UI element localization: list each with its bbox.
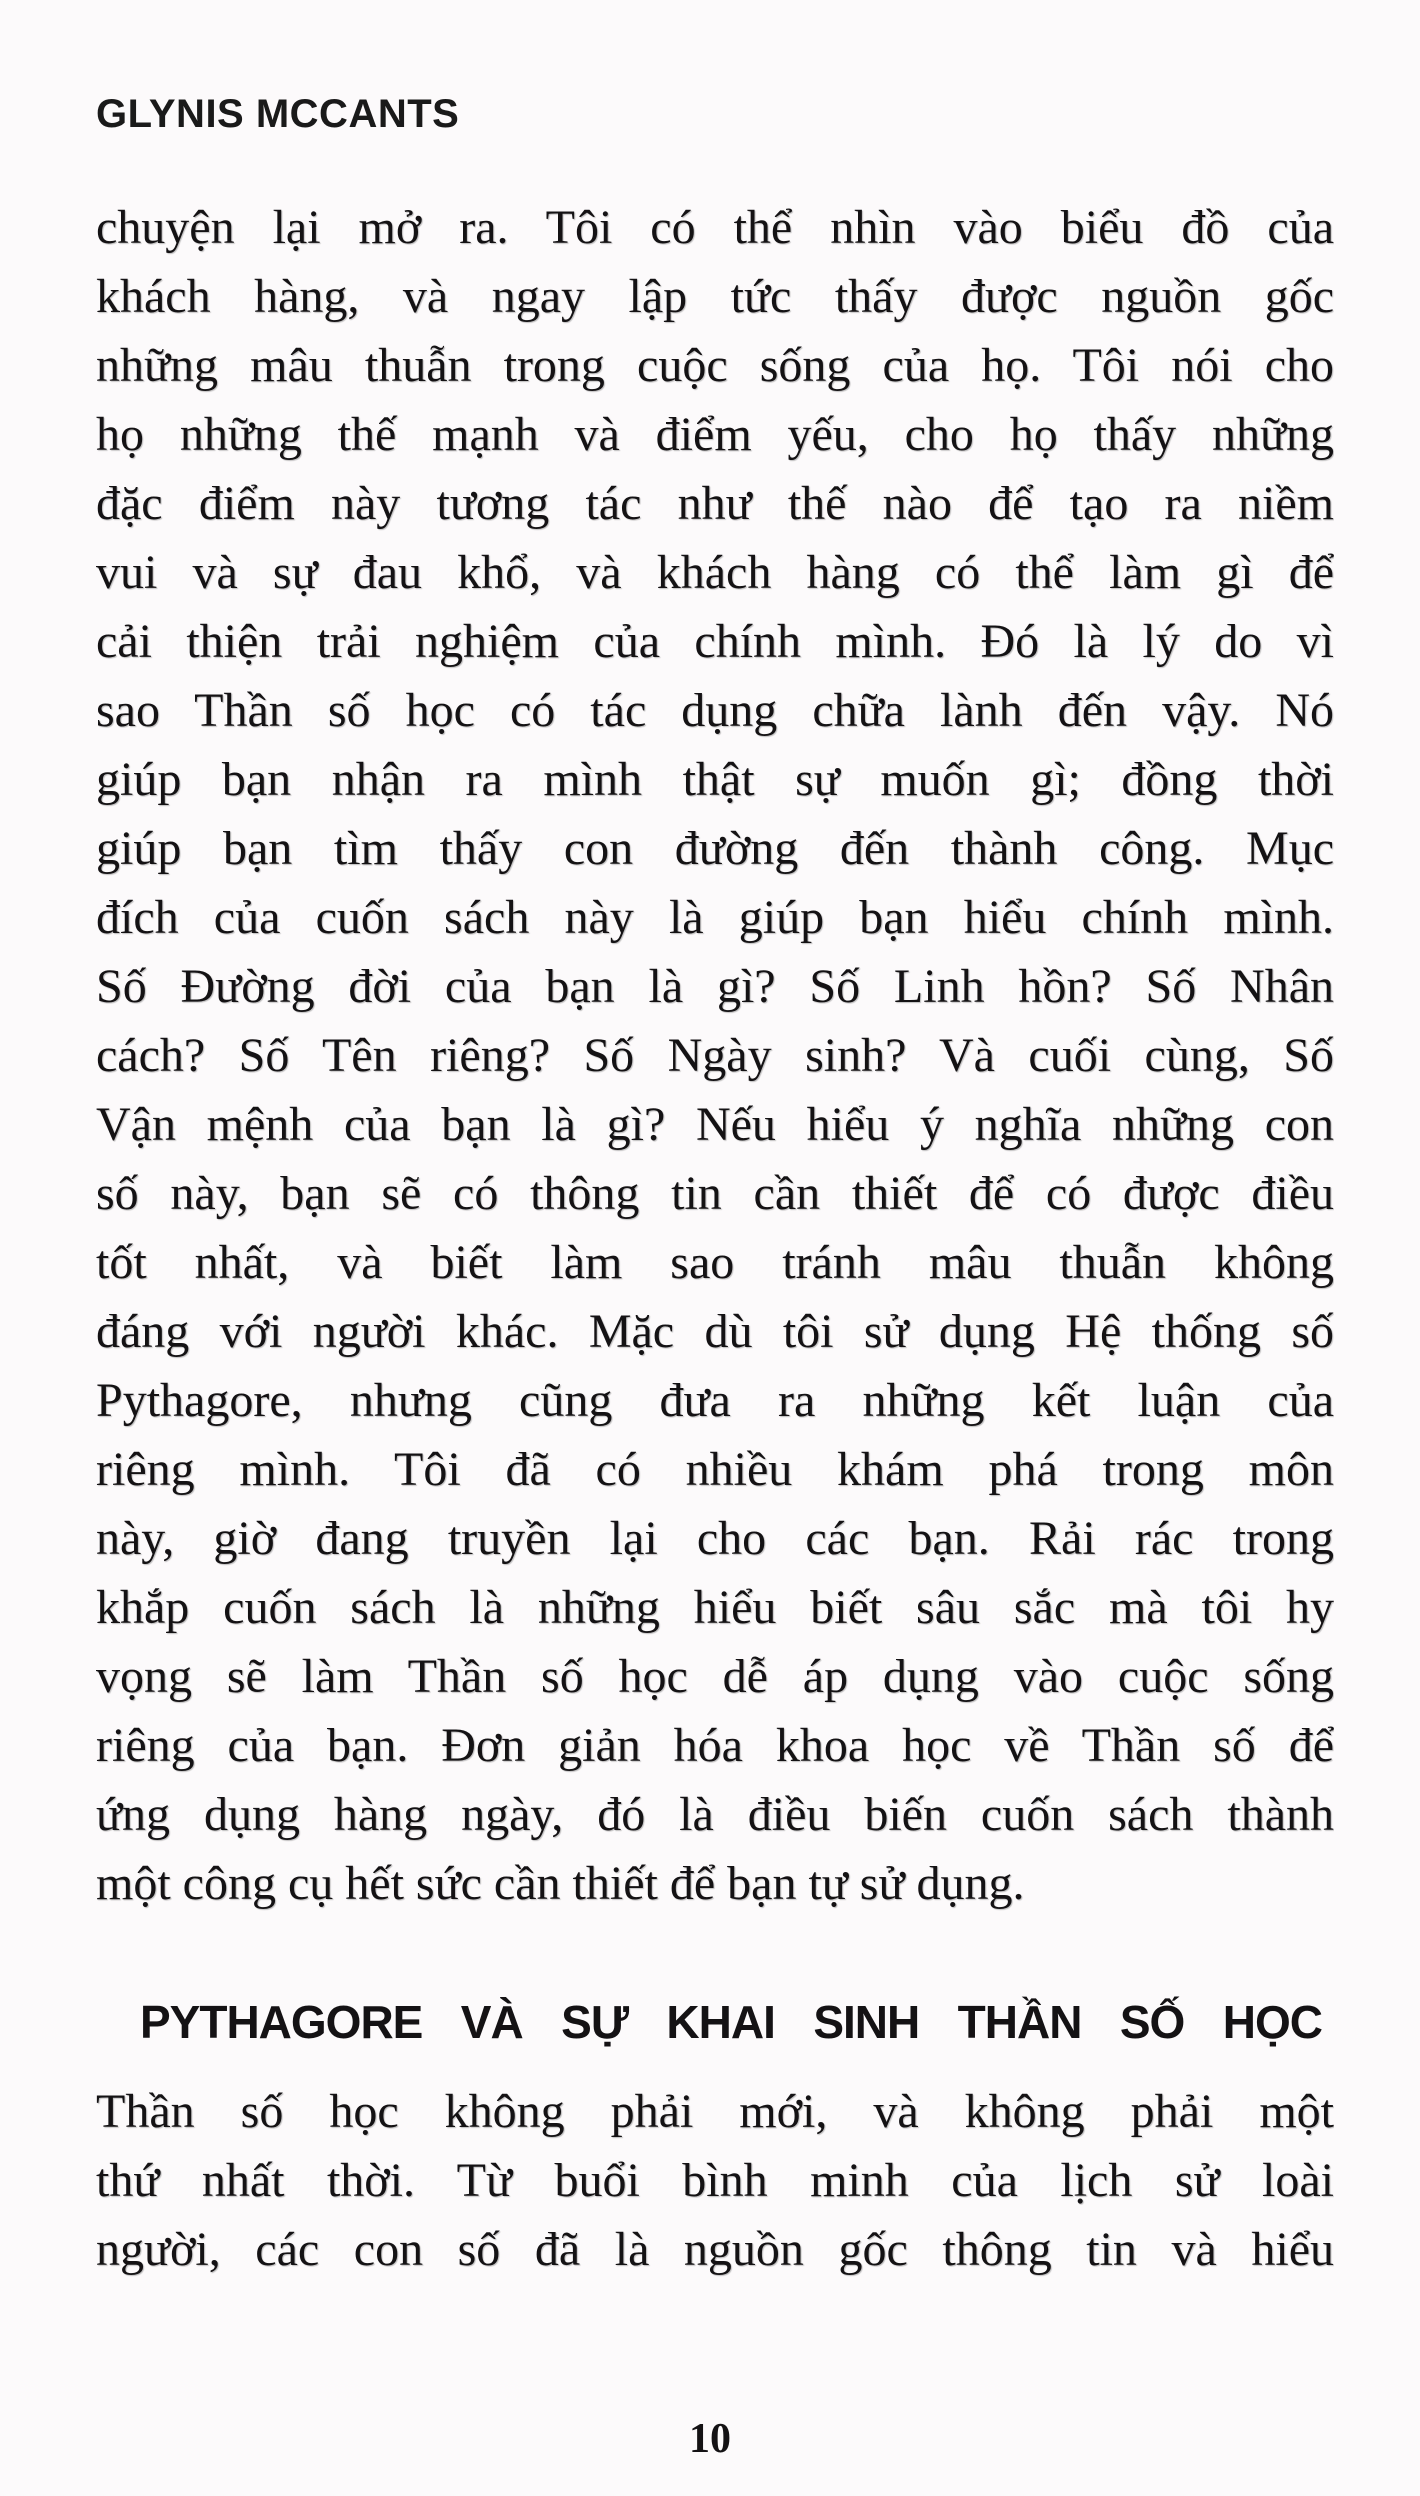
text-line: cải thiện trải nghiệm của chính mình. Đó là lý do vì: [96, 615, 1334, 668]
text-line: khắp cuốn sách là những hiểu biết sâu sắc mà tôi hy: [96, 1581, 1334, 1634]
text-line: thứ nhất thời. Từ buổi bình minh của lịch sử loài: [96, 2154, 1334, 2207]
text-line: giúp bạn tìm thấy con đường đến thành công. Mục: [96, 822, 1334, 875]
text-line: riêng mình. Tôi đã có nhiều khám phá trong môn: [96, 1443, 1334, 1496]
body-paragraph-1: [96, 193, 1334, 1918]
page-number: 10: [689, 2416, 731, 2462]
text-line: Vận mệnh của bạn là gì? Nếu hiểu ý nghĩa những con: [96, 1098, 1334, 1151]
text-line: sao Thần số học có tác dụng chữa lành đến vậy. Nó: [96, 684, 1334, 737]
text-line: tốt nhất, và biết làm sao tránh mâu thuẫn không: [96, 1236, 1334, 1289]
text-line: giúp bạn nhận ra mình thật sự muốn gì; đồng thời: [96, 753, 1334, 806]
text-line: đích của cuốn sách này là giúp bạn hiểu chính mình.: [96, 891, 1334, 944]
text-line: đặc điểm này tương tác như thế nào để tạo ra niềm: [96, 477, 1334, 530]
text-line: này, giờ đang truyền lại cho các bạn. Rải rác trong: [96, 1512, 1334, 1565]
text-line: số này, bạn sẽ có thông tin cần thiết để có được điều: [96, 1167, 1334, 1220]
text-line: ứng dụng hàng ngày, đó là điều biến cuốn sách thành: [96, 1788, 1334, 1841]
text-line: Thần số học không phải mới, và không phải một: [96, 2085, 1334, 2138]
text-line: đáng với người khác. Mặc dù tôi sử dụng Hệ thống số: [96, 1305, 1334, 1358]
text-line: chuyện lại mở ra. Tôi có thể nhìn vào biểu đồ của: [96, 201, 1334, 254]
text-line: người, các con số đã là nguồn gốc thông tin và hiểu: [96, 2223, 1334, 2276]
text-line: Pythagore, nhưng cũng đưa ra những kết luận của: [96, 1374, 1334, 1427]
text-line: cách? Số Tên riêng? Số Ngày sinh? Và cuối cùng, Số: [96, 1029, 1334, 1082]
running-head-author: GLYNIS MCCANTS: [96, 92, 460, 136]
body-paragraph-2: [96, 2077, 1334, 2284]
text-line: khách hàng, và ngay lập tức thấy được nguồn gốc: [96, 270, 1334, 323]
text-line: riêng của bạn. Đơn giản hóa khoa học về Thần số để: [96, 1719, 1334, 1772]
text-line: một công cụ hết sức cần thiết để bạn tự sử dụng.: [96, 1857, 1025, 1910]
text-line: vọng sẽ làm Thần số học dễ áp dụng vào cuộc sống: [96, 1650, 1334, 1703]
text-line: vui và sự đau khổ, và khách hàng có thể làm gì để: [96, 546, 1334, 599]
text-line: Số Đường đời của bạn là gì? Số Linh hồn? Số Nhân: [96, 960, 1334, 1013]
text-line: những mâu thuẫn trong cuộc sống của họ. Tôi nói cho: [96, 339, 1334, 392]
section-heading: PYTHAGORE VÀ SỰ KHAI SINH THẦN SỐ HỌC: [140, 1996, 1322, 2048]
text-line: họ những thế mạnh và điểm yếu, cho họ thấy những: [96, 408, 1334, 461]
